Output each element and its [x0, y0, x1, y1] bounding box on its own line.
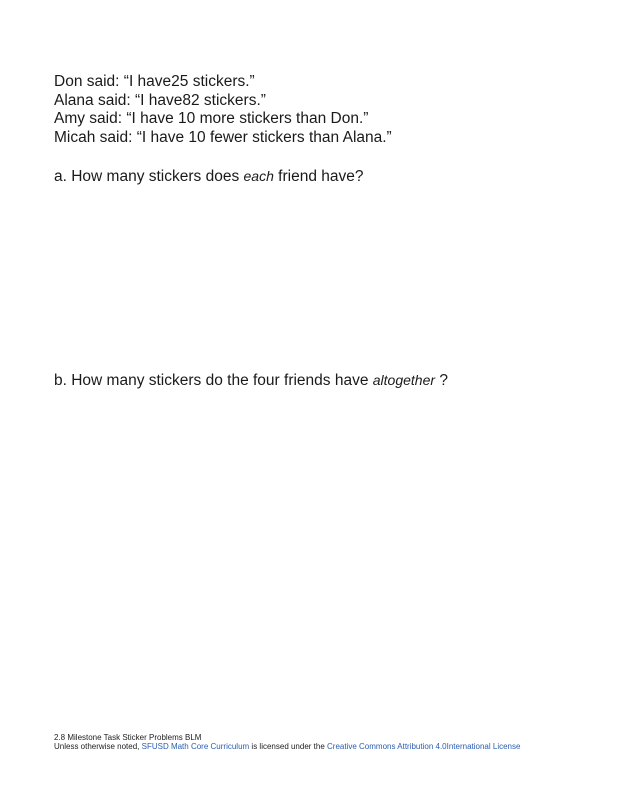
question-b-emphasis: altogether	[372, 372, 436, 388]
question-a-end: friend have?	[273, 168, 364, 185]
question-b-text: b. How many stickers do the four friends have	[54, 372, 373, 389]
question-a-emphasis: each	[243, 168, 274, 184]
curriculum-link[interactable]: SFUSD Math Core Curriculum	[141, 742, 250, 751]
statement-don: Don said: “I have25 stickers.”	[54, 73, 255, 90]
question-b	[54, 371, 448, 390]
question-b-end: ?	[435, 372, 448, 389]
statement-alana: Alana said: “I have82 stickers.”	[54, 92, 266, 109]
footer-document-title: 2.8 Milestone Task Sticker Problems BLM	[54, 733, 202, 742]
question-a	[54, 167, 364, 186]
statement-micah: Micah said: “I have 10 fewer stickers than Alana.”	[54, 129, 392, 146]
statement-amy: Amy said: “I have 10 more stickers than Don.”	[54, 110, 369, 127]
footer-license-prefix: Unless otherwise noted,	[54, 742, 142, 751]
footer-license-middle: is licensed under the	[249, 742, 328, 751]
footer-license	[54, 742, 520, 751]
question-a-text: a. How many stickers does	[54, 168, 244, 185]
license-link[interactable]: Creative Commons Attribution 4.0International License	[327, 742, 521, 751]
